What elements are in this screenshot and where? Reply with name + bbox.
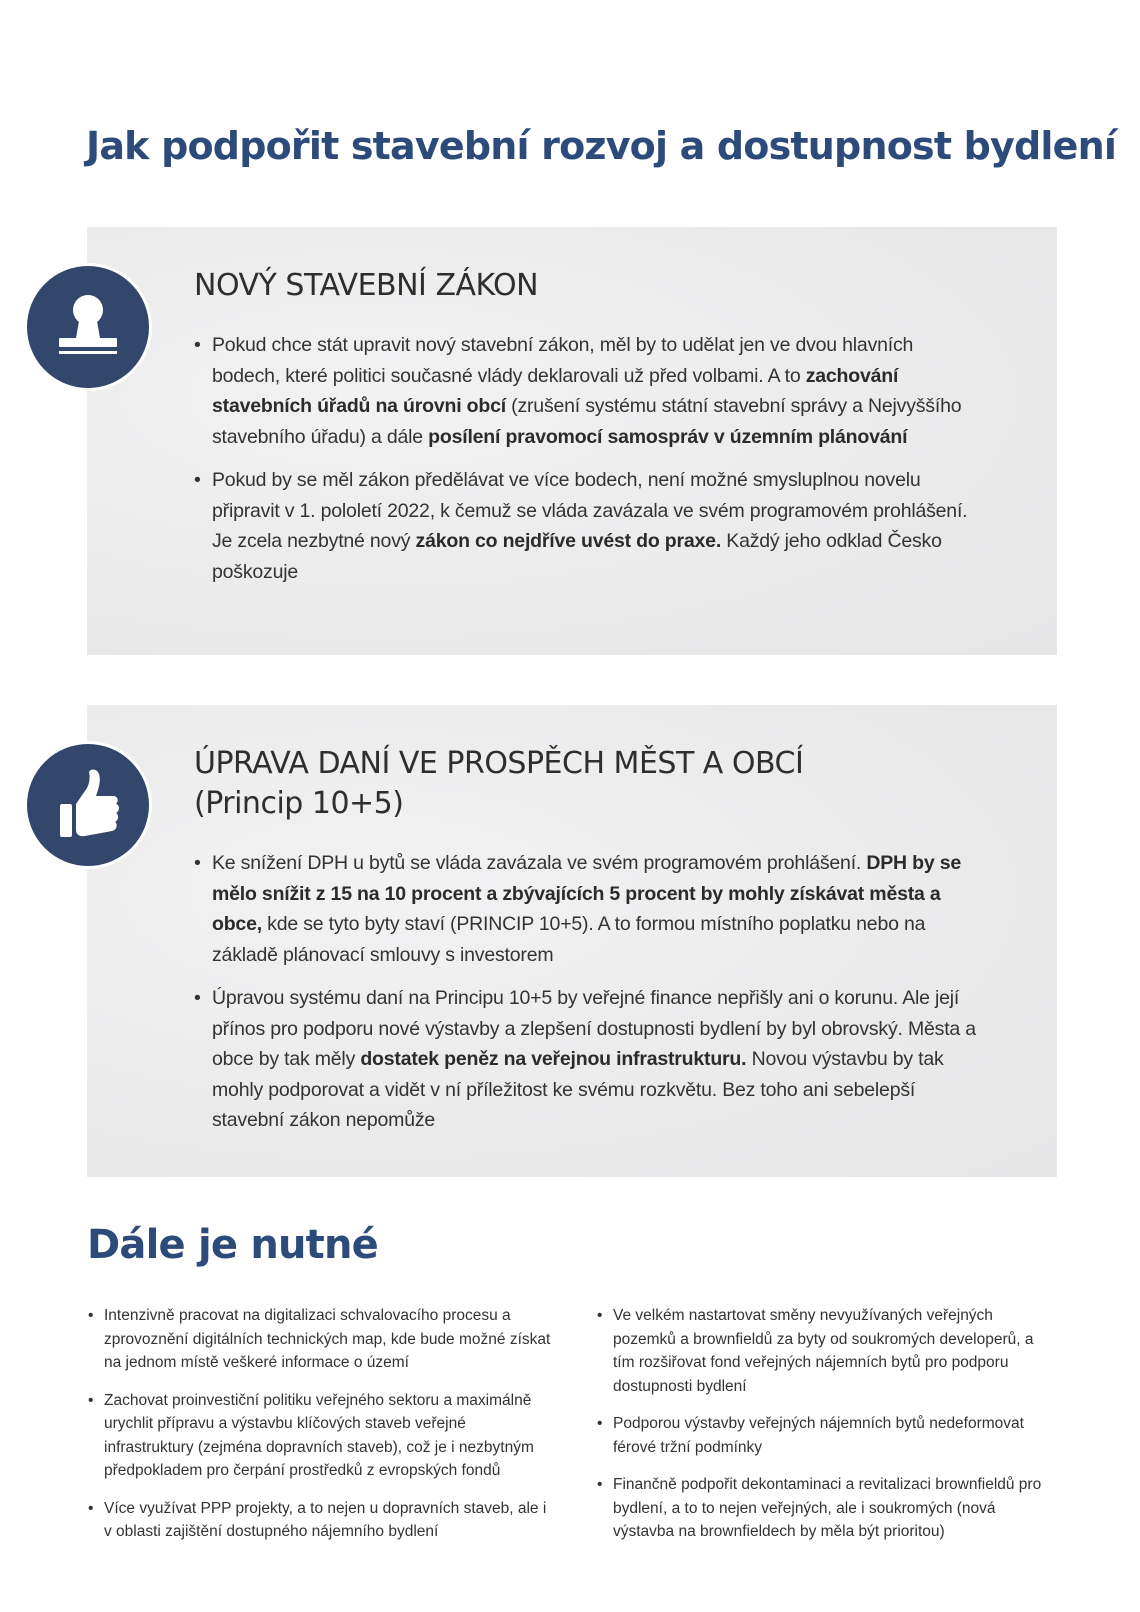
list-item: • Ve velkém nastartovat směny nevyužívaných veřejných pozemků a brownfieldů za byty od soukromých developerů, a tím rozšiřovat fond veřejných nájemních bytů pro podporu dostupnosti bydlení xyxy=(597,1304,1057,1398)
list-item: • Podporou výstavby veřejných nájemních bytů nedeformovat férové tržní podmínky xyxy=(597,1412,1057,1459)
list-item: • Zachovat proinvestiční politiku veřejného sektoru a maximálně urychlit přípravu a výstavbu klíčových staveb veřejné infrastruktury (zejména dopravních staveb), což je i nezbytným předpokladem pro čerpání prostředků z evropských fondů xyxy=(88,1389,558,1483)
tax-bullet-list xyxy=(194,848,984,1149)
list-item: • Finančně podpořit dekontaminaci a revitalizaci brownfieldů pro bydlení, a to to nejen veřejných, ale i soukromých (nová výstavba na brownfieldech by měla být prioritou) xyxy=(597,1473,1057,1544)
bullet-text-bold: posílení pravomocí samospráv v územním plánování xyxy=(428,425,908,448)
bullet-item xyxy=(194,465,984,587)
bullet-text: Novou výstavbu by tak mohly podporovat a vidět v ní příležitost ke svému rozkvětu. Bez toho ani sebelepší stavební zákon nepomůže xyxy=(212,1048,944,1131)
section-heading-tax xyxy=(194,744,994,824)
section-heading-building-law: NOVÝ STAVEBNÍ ZÁKON xyxy=(194,268,539,303)
bullet-text-bold: dostatek peněz na veřejnou infrastrukturu. xyxy=(360,1048,747,1070)
bullet-text: Pokud by se měl zákon předělávat ve více bodech, není možné smysluplnou novelu připravit v 1. pololetí 2022, k čemuž se vláda zavázala ve svém programovém prohlášení. Je zcela nezbytné nový xyxy=(212,469,968,552)
list-item: • Více využívat PPP projekty, a to nejen u dopravních staveb, ale i v oblasti zajištění dostupného nájemního bydlení xyxy=(88,1497,558,1544)
bullet-text-bold: zachování stavebních úřadů na úrovni obcí xyxy=(212,364,899,417)
stamp-icon xyxy=(27,266,149,388)
page-title: Jak podpořit stavební rozvoj a dostupnost bydlení xyxy=(86,124,1117,168)
bullet-item xyxy=(194,848,984,970)
section-badge-tax xyxy=(24,741,152,869)
bullet-text: Každý jeho odklad Česko poškozuje xyxy=(212,530,942,583)
further-list-left xyxy=(88,1304,558,1558)
bullet-text: kde se tyto byty staví (PRINCIP 10+5). A to formou místního poplatku nebo na základě plánovací smlouvy s investorem xyxy=(212,913,926,966)
bullet-text: Ke snížení DPH u bytů se vláda zavázala ve svém programovém prohlášení. xyxy=(212,852,867,874)
bullet-item xyxy=(194,330,984,452)
section-heading-tax-line1: ÚPRAVA DANÍ VE PROSPĚCH MĚST A OBCÍ xyxy=(194,746,804,781)
bullet-text-bold: zákon co nejdříve uvést do praxe. xyxy=(415,530,722,552)
bullet-item xyxy=(194,983,984,1136)
list-item: • Intenzivně pracovat na digitalizaci schvalovacího procesu a zprovoznění digitálních technických map, kde bude možné získat na jednom místě veškeré informace o území xyxy=(88,1304,558,1375)
section-badge-building-law xyxy=(24,263,152,391)
section-heading-tax-line2: (Princip 10+5) xyxy=(194,786,404,821)
further-list-right xyxy=(597,1304,1057,1558)
bullet-text: Úpravou systému daní na Principu 10+5 by veřejné finance nepřišly ani o korunu. Ale její přínos pro podporu nové výstavby a zlepšení dostupnosti bydlení by byl obrovský. Města a obce by tak měly xyxy=(212,987,976,1070)
thumbs-up-icon xyxy=(27,744,149,866)
building-law-bullet-list xyxy=(194,330,984,600)
bullet-text-bold: DPH by se mělo snížit z 15 na 10 procent a zbývajících 5 procent by mohly získávat města a obce, xyxy=(212,852,961,935)
bullet-text: Pokud chce stát upravit nový stavební zákon, měl by to udělat jen ve dvou hlavních bodech, které politici současné vlády deklarovali už před volbami. A to xyxy=(212,334,914,387)
bullet-text: (zrušení systému státní stavební správy a Nejvyššího stavebního úřadu) a dále xyxy=(212,395,962,448)
section-title-further: Dále je nutné xyxy=(87,1222,379,1268)
